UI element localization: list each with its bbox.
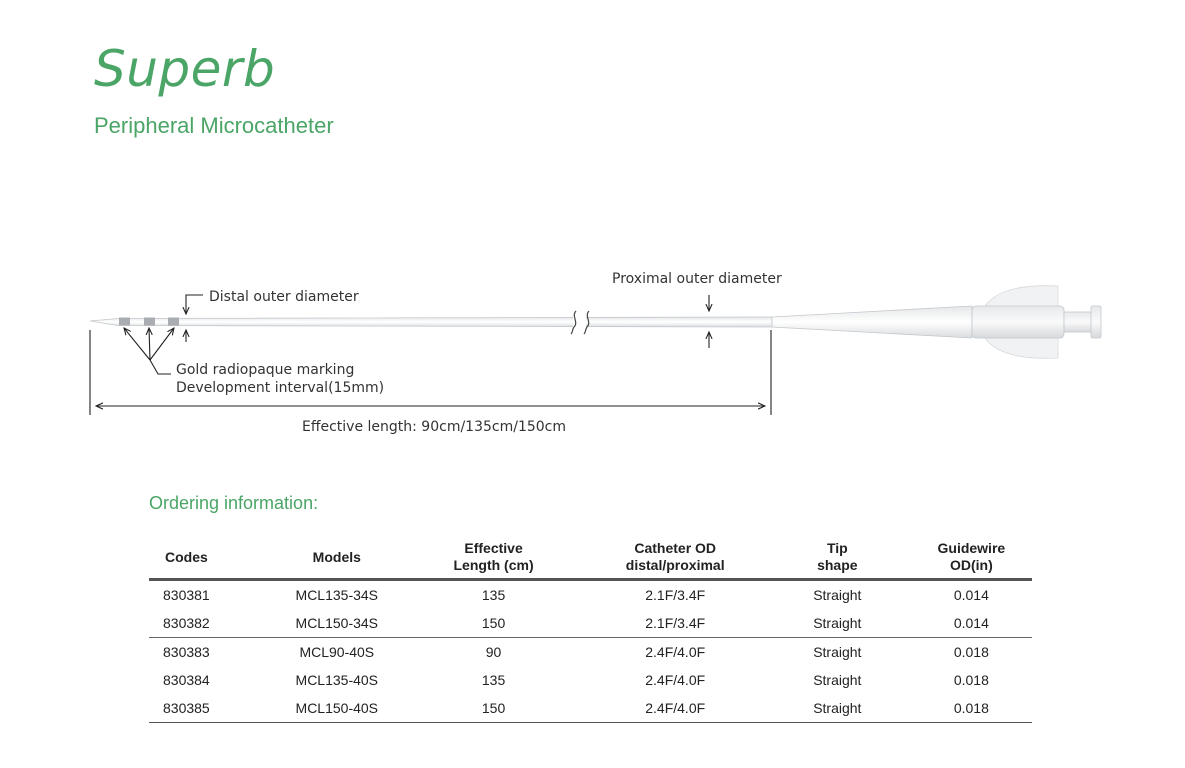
table-row: [149, 638, 1032, 667]
cell-model: MCL135-34S: [295, 587, 379, 603]
luer-hub: [972, 286, 1101, 359]
table-row: [149, 666, 1032, 694]
marking-label: Gold radiopaque marking: [176, 362, 355, 378]
cell-length: 150: [401, 694, 587, 723]
col-models: Models: [273, 536, 401, 580]
cell-od: 2.4F/4.0F: [645, 672, 706, 688]
cell-guidewire: 0.014: [911, 609, 1032, 638]
cell-length: 135: [481, 672, 506, 688]
cell-model: MCL150-40S: [273, 694, 401, 723]
cell-code: 830385: [149, 694, 273, 723]
table-header-row: [149, 536, 1032, 580]
cell-guidewire: 0.018: [953, 644, 989, 660]
table-row: [149, 609, 1032, 638]
col-tip-shape: [764, 536, 911, 580]
cell-code: 830382: [149, 609, 273, 638]
col-catheter-od-line2: distal/proximal: [625, 557, 725, 573]
table-row: [149, 580, 1032, 610]
effective-length-label: Effective length: 90cm/135cm/150cm: [301, 419, 567, 435]
proximal-od-label: Proximal outer diameter: [612, 271, 782, 287]
cell-od: 2.1F/3.4F: [586, 609, 763, 638]
cell-model: MCL90-40S: [299, 644, 375, 660]
cell-code: 830384: [163, 672, 210, 688]
cell-length: 135: [481, 587, 506, 603]
cell-guidewire: 0.018: [953, 672, 989, 688]
cell-code: 830383: [163, 644, 210, 660]
catheter-shaft: [90, 317, 772, 327]
col-effective-length-line1: Effective: [464, 540, 523, 556]
marking-callout: [124, 328, 174, 374]
ordering-table: [149, 536, 1032, 723]
ordering-heading: Ordering information:: [149, 493, 319, 513]
col-guidewire-od-line1: Guidewire: [937, 540, 1006, 556]
cell-tip: Straight: [764, 694, 911, 723]
product-subtitle: Peripheral Microcatheter: [94, 113, 334, 138]
cell-guidewire: 0.014: [953, 587, 989, 603]
cell-model: MCL135-40S: [295, 672, 379, 688]
col-guidewire-od: [911, 536, 1032, 580]
interval-label: Development interval(15mm): [176, 380, 385, 396]
brand-title: Superb: [94, 40, 276, 98]
cell-tip: Straight: [813, 587, 862, 603]
cell-code: 830381: [163, 587, 210, 603]
cell-tip: Straight: [813, 672, 862, 688]
cell-guidewire: 0.018: [911, 694, 1032, 723]
radiopaque-markers: [119, 318, 179, 326]
strain-relief: [772, 306, 972, 338]
cell-tip: Straight: [764, 609, 911, 638]
col-catheter-od: [586, 536, 763, 580]
col-tip-shape-line2: shape: [817, 557, 858, 573]
cell-tip: Straight: [813, 644, 862, 660]
cell-length: 150: [401, 609, 587, 638]
cell-model: MCL150-34S: [273, 609, 401, 638]
col-codes: Codes: [149, 536, 273, 580]
cell-od: 2.4F/4.0F: [645, 644, 706, 660]
col-effective-length-line2: Length (cm): [453, 557, 534, 573]
col-guidewire-od-line2: OD(in): [949, 557, 993, 573]
cell-od: 2.4F/4.0F: [586, 694, 763, 723]
cell-length: 90: [485, 644, 502, 660]
distal-od-label: Distal outer diameter: [209, 289, 359, 305]
col-catheter-od-line1: Catheter OD: [634, 540, 717, 556]
col-tip-shape-line1: Tip: [826, 540, 848, 556]
catheter-diagram: [0, 250, 1185, 450]
col-effective-length: [401, 536, 587, 580]
table-row: [149, 694, 1032, 723]
cell-od: 2.1F/3.4F: [645, 587, 706, 603]
